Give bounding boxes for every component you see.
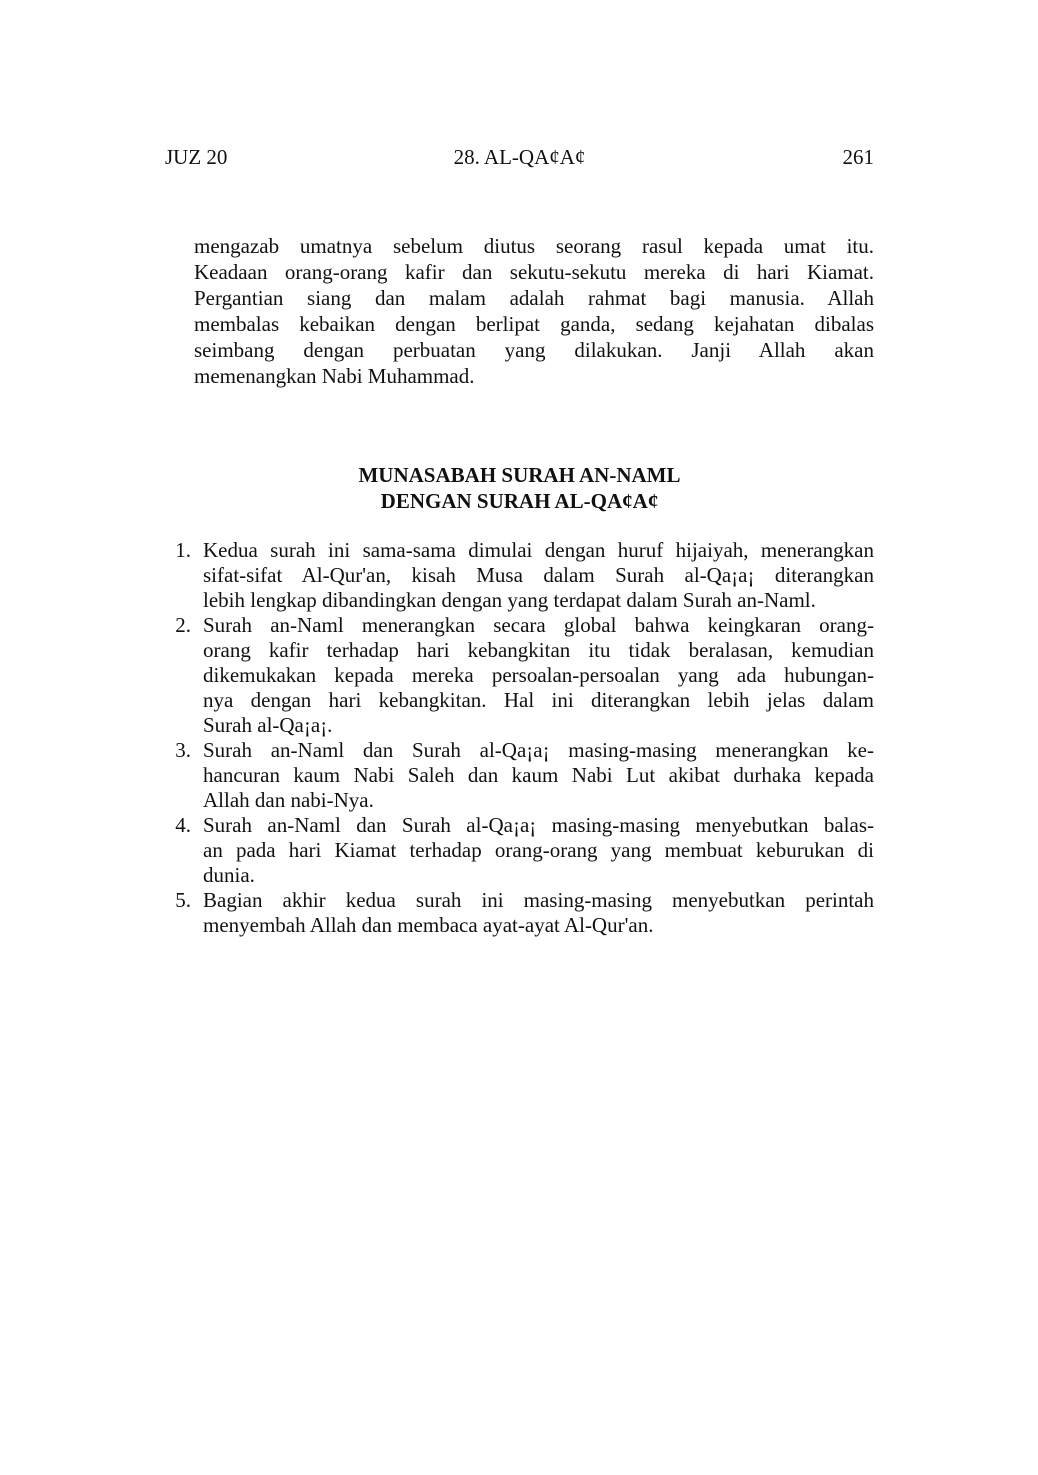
numbered-list: [165, 538, 874, 938]
intro-line: Keadaan orang-orang kafir dan sekutu-sekutu mereka di hari Kiamat.: [194, 260, 874, 284]
list-item-line: Kedua surah ini sama-sama dimulai dengan huruf hijaiyah, menerangkan: [203, 538, 874, 562]
running-header: [165, 145, 874, 175]
list-item-line: Allah dan nabi-Nya.: [203, 788, 374, 812]
intro-line: membalas kebaikan dengan berlipat ganda, sedang kejahatan dibalas: [194, 312, 874, 336]
list-number: 4.: [175, 813, 191, 837]
list-item: [165, 888, 874, 938]
section-title-line-2: DENGAN SURAH AL-QA¢A¢: [380, 489, 659, 513]
list-number: 5.: [175, 888, 191, 912]
section-title-line-1: MUNASABAH SURAH AN-NAML: [358, 463, 681, 487]
intro-line: Pergantian siang dan malam adalah rahmat bagi manusia. Allah: [194, 286, 874, 310]
juz-label: JUZ 20: [165, 145, 228, 169]
list-item: [165, 813, 874, 888]
page-number: 261: [842, 145, 874, 169]
list-item-line: orang kafir terhadap hari kebangkitan itu tidak beralasan, kemudian: [203, 638, 874, 662]
chapter-title: 28. AL-QA¢A¢: [453, 145, 586, 169]
list-item: [165, 738, 874, 813]
section-heading: [165, 462, 874, 514]
list-number: 1.: [175, 538, 191, 562]
list-item-line: dunia.: [203, 863, 255, 887]
list-item-line: Surah al-Qa¡a¡.: [203, 713, 333, 737]
list-item-line: hancuran kaum Nabi Saleh dan kaum Nabi Lut akibat durhaka kepada: [203, 763, 874, 787]
list-item-line: sifat-sifat Al-Qur'an, kisah Musa dalam Surah al-Qa¡a¡ diterangkan: [203, 563, 874, 587]
list-item-line: menyembah Allah dan membaca ayat-ayat Al-Qur'an.: [203, 913, 654, 937]
list-item-line: Surah an-Naml dan Surah al-Qa¡a¡ masing-masing menerangkan ke-: [203, 738, 874, 762]
list-number: 3.: [175, 738, 191, 762]
list-item: [165, 538, 874, 613]
intro-line: memenangkan Nabi Muhammad.: [194, 364, 475, 388]
list-item-line: Surah an-Naml menerangkan secara global bahwa keingkaran orang-: [203, 613, 874, 637]
list-item-line: Surah an-Naml dan Surah al-Qa¡a¡ masing-masing menyebutkan balas-: [203, 813, 874, 837]
list-item-line: an pada hari Kiamat terhadap orang-orang yang membuat keburukan di: [203, 838, 874, 862]
intro-paragraph: [194, 233, 874, 389]
list-item-line: nya dengan hari kebangkitan. Hal ini diterangkan lebih jelas dalam: [203, 688, 874, 712]
list-item-line: lebih lengkap dibandingkan dengan yang terdapat dalam Surah an-Naml.: [203, 588, 816, 612]
list-item-line: Bagian akhir kedua surah ini masing-masing menyebutkan perintah: [203, 888, 874, 912]
list-item: [165, 613, 874, 738]
list-item-line: dikemukakan kepada mereka persoalan-persoalan yang ada hubungan-: [203, 663, 874, 687]
intro-line: mengazab umatnya sebelum diutus seorang rasul kepada umat itu.: [194, 234, 874, 258]
intro-line: seimbang dengan perbuatan yang dilakukan. Janji Allah akan: [194, 338, 874, 362]
list-number: 2.: [175, 613, 191, 637]
